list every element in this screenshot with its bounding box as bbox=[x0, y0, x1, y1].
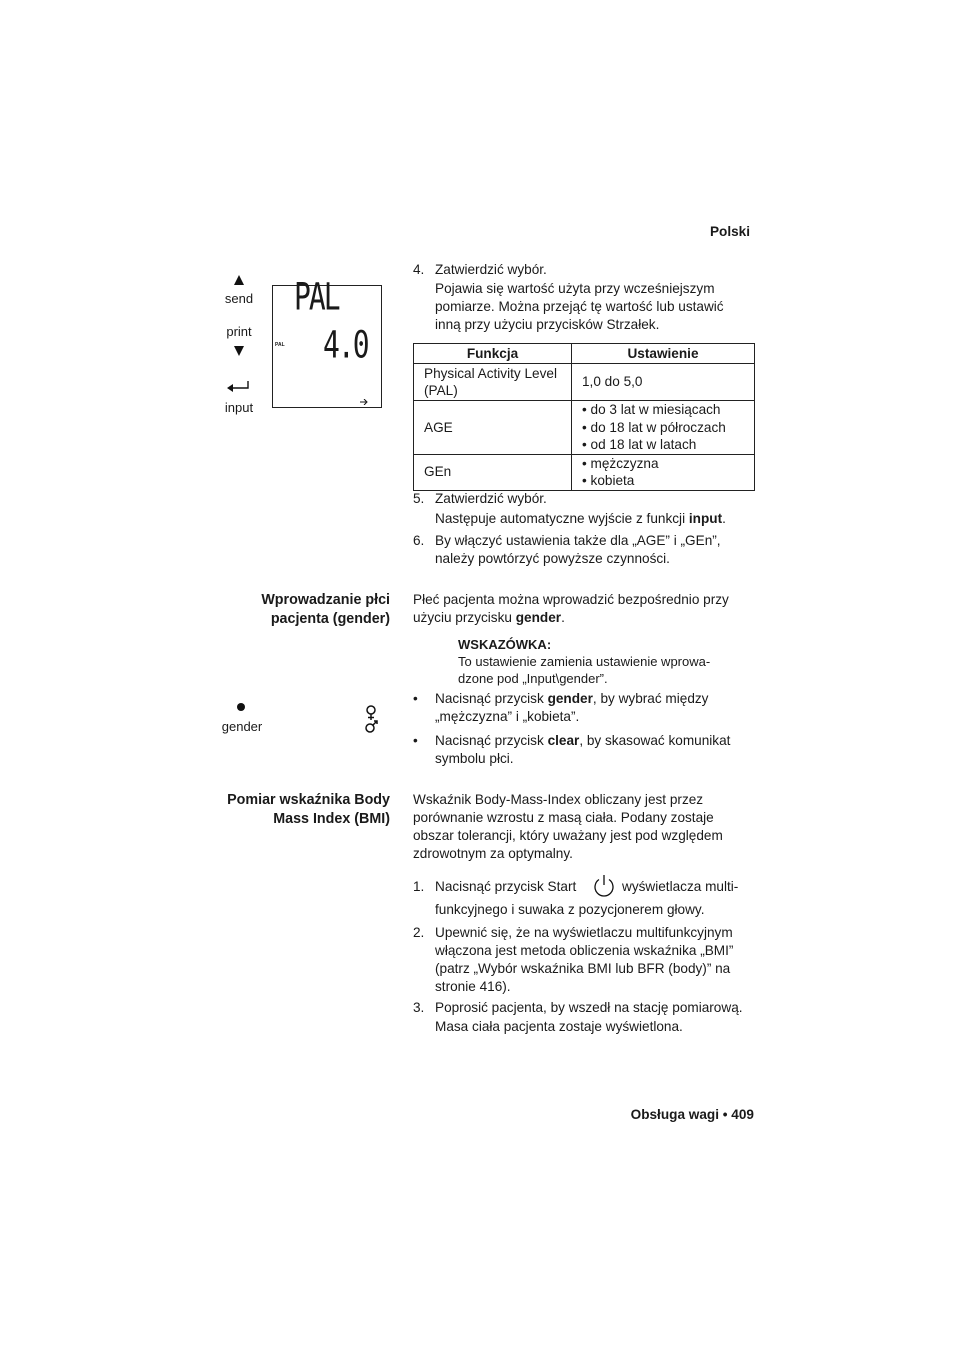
table-row bbox=[414, 454, 755, 490]
bmi-step-1-text-start: Nacisnąć przycisk Start bbox=[435, 879, 577, 894]
enter-arrow-icon bbox=[227, 381, 249, 393]
gender-bullet-1: Nacisnąć przycisk gender, by wybrać między „mężczyzna” i „kobieta”. bbox=[435, 691, 709, 724]
scale-indicator-icon bbox=[360, 399, 368, 405]
table-cell-function: GEn bbox=[414, 454, 572, 490]
lcd-display bbox=[272, 274, 382, 408]
bmi-step-1-text-end: wyświetlacza multi- bbox=[622, 879, 739, 894]
step-6-text: By włączyć ustawienia także dla „AGE” i „GEn”, należy powtórzyć powyższe czynności. bbox=[435, 533, 721, 566]
gender-bullet-2: Nacisnąć przycisk clear, by skasować komunikat symbolu płci. bbox=[435, 733, 731, 766]
triangle-down-icon bbox=[234, 346, 244, 356]
gender-symbol-icon bbox=[363, 705, 379, 735]
gender-bullet-2-marker: • bbox=[413, 733, 418, 748]
table-header-setting: Ustawienie bbox=[572, 344, 755, 364]
step-6-number: 6. bbox=[413, 533, 425, 548]
lcd-small-label: PAL bbox=[275, 342, 285, 348]
step-5-detail: Następuje automatyczne wyjście z funkcji input. bbox=[435, 511, 726, 526]
step-4-paragraph bbox=[435, 280, 755, 334]
table-row bbox=[414, 364, 755, 401]
power-button-icon bbox=[592, 874, 616, 898]
function-settings-table bbox=[413, 343, 755, 491]
send-key-label: send bbox=[224, 291, 254, 306]
page-language-header: Polski bbox=[709, 224, 750, 239]
step-4-line: Pojawia się wartość użyta przy wcześniejszym bbox=[435, 281, 715, 296]
gender-note: WSKAZÓWKA: To ustawienie zamienia ustawienie wprowa- dzone pod „Input\gender”. bbox=[458, 636, 755, 687]
bmi-step-3-text: Poprosić pacjenta, by wszedł na stację pomiarową. Masa ciała pacjenta zostaje wyświetlona. bbox=[435, 1000, 743, 1034]
table-cell-function: Physical Activity Level (PAL) bbox=[414, 364, 572, 401]
lcd-main-text: PAL bbox=[294, 274, 339, 319]
print-key-label: print bbox=[226, 324, 252, 339]
table-row bbox=[414, 401, 755, 455]
step-5-number: 5. bbox=[413, 491, 425, 506]
lcd-value: 4.0 bbox=[323, 322, 368, 367]
gender-intro: Płeć pacjenta można wprowadzić bezpośrednio przy użyciu przycisku gender. bbox=[413, 592, 729, 625]
note-title: WSKAZÓWKA: bbox=[458, 637, 552, 652]
input-key-label: input bbox=[224, 400, 254, 415]
page-footer: Obsługa wagi • 409 bbox=[630, 1107, 754, 1122]
bmi-step-3-number: 3. bbox=[413, 1000, 425, 1015]
table-header-function: Funkcja bbox=[414, 344, 572, 364]
bmi-step-1-line2: funkcyjnego i suwaka z pozycjonerem głowy. bbox=[435, 902, 705, 917]
gender-section-heading: Wprowadzanie płci pacjenta (gender) bbox=[261, 592, 390, 627]
table-cell-setting: • mężczyzna • kobieta bbox=[572, 454, 755, 490]
triangle-up-icon bbox=[234, 275, 244, 285]
bmi-step-1-number: 1. bbox=[413, 879, 425, 894]
bmi-section-heading: Pomiar wskaźnika Body Mass Index (BMI) bbox=[227, 792, 390, 827]
step-4-number: 4. bbox=[413, 262, 425, 277]
step-4-title: Zatwierdzić wybór. bbox=[435, 262, 547, 277]
step-5-title: Zatwierdzić wybór. bbox=[435, 491, 547, 506]
table-cell-setting: 1,0 do 5,0 bbox=[572, 364, 755, 401]
table-cell-setting: • do 3 lat w miesiącach • do 18 lat w półroczach • od 18 lat w latach bbox=[572, 401, 755, 455]
bmi-intro: Wskaźnik Body-Mass-Index obliczany jest przez porównanie wzrostu z masą ciała. Podany zostaje obszar tolerancji, który uważany jest pod względem zdrowotnym za optymalny. bbox=[413, 792, 723, 861]
bmi-step-2-text: Upewnić się, że na wyświetlaczu multifunkcyjnym włączona jest metoda obliczenia wskaźnika „BMI” (patrz „Wybór wskaźnika BMI lub BFR (body)” na stronie 416). bbox=[435, 925, 734, 994]
table-cell-function: AGE bbox=[414, 401, 572, 455]
step-4-line: inną przy użyciu przycisków Strzałek. bbox=[435, 317, 660, 332]
gender-key-dot-icon bbox=[237, 703, 245, 711]
step-4-line: pomiarze. Można przejąć tę wartość lub ustawić bbox=[435, 299, 724, 314]
bmi-step-2-number: 2. bbox=[413, 925, 425, 940]
gender-bullet-1-marker: • bbox=[413, 691, 418, 706]
gender-key-label: gender bbox=[221, 719, 263, 734]
